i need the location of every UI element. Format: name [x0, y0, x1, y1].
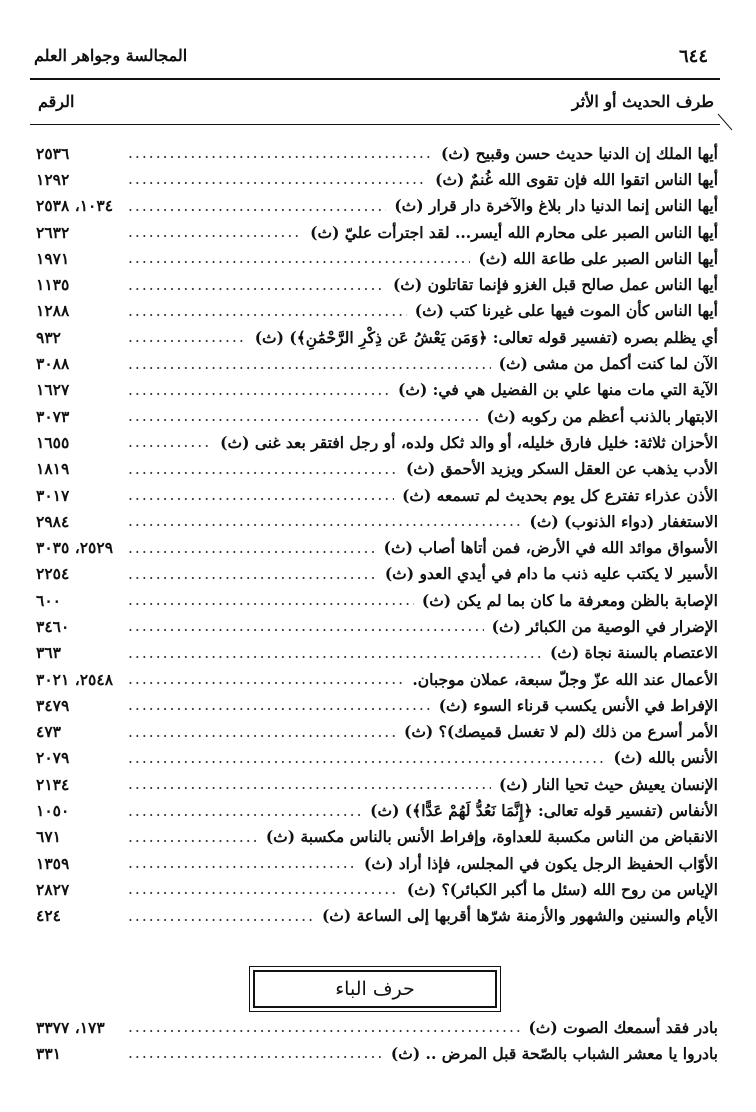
- entry-number: ٢٥٢٩، ٣٠٣٥: [36, 538, 114, 558]
- entry-number: ٢٨٢٧: [36, 879, 70, 899]
- entry-number: ٦٧١: [36, 827, 61, 847]
- entry-number: ٣٤٦٠: [36, 616, 70, 636]
- index-entry: [36, 719, 718, 745]
- running-head: [34, 44, 714, 72]
- book-title: المجالسة وجواهر العلم: [34, 46, 188, 65]
- entry-text: الأنس بالله (ث): [613, 748, 718, 768]
- corner-slash-mark: [716, 112, 736, 132]
- dot-leader: [128, 486, 394, 504]
- index-entry: [36, 271, 718, 297]
- entry-number: ١٣٥٩: [36, 853, 70, 873]
- entry-text: بادر فقد أسمعك الصوت (ث): [528, 1017, 718, 1037]
- entry-number: ٣٦٣: [36, 643, 61, 663]
- entry-number: ٣٤٧٩: [36, 695, 70, 715]
- entry-text: أيها الناس اتقوا الله فإن تقوى الله غُنمٌ (ث): [435, 169, 718, 189]
- entry-number: ٤٢٤: [36, 906, 61, 926]
- entry-number: ١٩٧١: [36, 248, 70, 268]
- entry-text: الأمر أسرع من ذلك (لم لا تغسل قميصك)؟ (ث): [404, 722, 718, 742]
- dot-leader: [128, 381, 390, 399]
- entry-number: ١٦٢٧: [36, 380, 70, 400]
- entry-number: ٩٣٢: [36, 327, 61, 347]
- entry-number: ٢٥٤٨، ٣٠٢١: [36, 669, 114, 689]
- entry-text: بادروا يا معشر الشباب بالصّحة قبل المرض .. (ث): [390, 1043, 718, 1063]
- dot-leader: [128, 223, 302, 241]
- index-entry: [36, 534, 718, 560]
- entry-text: أيها الناس كأن الموت فيها على غيرنا كتب (ث): [414, 301, 718, 321]
- entry-text: الإياس من روح الله (سئل ما أكبر الكبائر)؟ (ث): [406, 879, 718, 899]
- dot-leader: [128, 670, 404, 688]
- entry-text: الأوّاب الحفيظ الرجل يكون في المجلس، فإذا أراد (ث): [364, 853, 718, 873]
- entry-text: الأنفاس (تفسير قوله تعالى: ﴿إِنَّمَا نَعُدُّ لَهُمْ عَدًّا﴾) (ث): [370, 801, 718, 821]
- entry-text: الاعتصام بالسنة نجاة (ث): [549, 643, 718, 663]
- entry-number: ٢٢٥٤: [36, 564, 70, 584]
- dot-leader: [128, 355, 491, 373]
- entry-number: ١١٣٥: [36, 275, 70, 295]
- entry-number: ٢١٣٤: [36, 774, 70, 794]
- dot-leader: [128, 775, 491, 793]
- entry-number: ٢٠٧٩: [36, 748, 70, 768]
- entry-text: الأحزان ثلاثة: خليل فارق خليله، أو والد ثكل ولده، أو رجل افتقر بعد غنى (ث): [220, 432, 718, 452]
- dot-leader: [128, 328, 247, 346]
- entry-text: الإنسان يعيش حيث تحيا النار (ث): [499, 774, 718, 794]
- entry-number: ١٠٥٠: [36, 801, 70, 821]
- entry-number: ٤٧٣: [36, 722, 61, 742]
- index-entry: [36, 1014, 718, 1040]
- column-headings: [30, 92, 720, 122]
- baa-entries-list: [36, 1014, 718, 1067]
- entry-number: ١٨١٩: [36, 459, 70, 479]
- entry-number: ٢٥٣٦: [36, 143, 70, 163]
- entry-text: الأسير لا يكتب عليه ذنب ما دام في أيدي العدو (ث): [384, 564, 718, 584]
- dot-leader: [128, 197, 386, 215]
- index-entry: [36, 587, 718, 613]
- index-entry: [36, 482, 718, 508]
- dot-leader: [128, 591, 414, 609]
- dot-leader: [128, 723, 396, 741]
- dot-leader: [128, 407, 479, 425]
- dot-leader: [128, 1044, 383, 1062]
- entry-number: ١٦٥٥: [36, 432, 70, 452]
- index-entry: [36, 876, 718, 902]
- entry-text: الأسواق موائد الله في الأرض، فمن أتاها أصاب (ث): [383, 538, 718, 558]
- entry-text: الأعمال عند الله عزّ وجلّ سبعة، عملان موجبان.: [412, 669, 718, 689]
- index-entry: [36, 350, 718, 376]
- entry-text: أيها الناس إنما الدنيا دار بلاغ والآخرة دار قرار (ث): [394, 196, 718, 216]
- entry-number: ٣٠٨٨: [36, 354, 70, 374]
- dot-leader: [128, 802, 362, 820]
- index-entry: [36, 640, 718, 666]
- index-entry: [36, 771, 718, 797]
- index-entry: [36, 850, 718, 876]
- dot-leader: [128, 644, 542, 662]
- entry-text: أيها الناس الصبر على طاعة الله (ث): [478, 248, 718, 268]
- entry-text: الإصابة بالظن ومعرفة ما كان بما لم يكن (ث): [421, 590, 718, 610]
- index-entry: [36, 298, 718, 324]
- index-entry: [36, 429, 718, 455]
- dot-leader: [128, 512, 521, 530]
- entry-text: أيها الناس الصبر على محارم الله أيسر... لقد اجترأت عليّ (ث): [310, 222, 718, 242]
- dot-leader: [128, 302, 407, 320]
- index-entry: [36, 456, 718, 482]
- entry-text: الآن لما كنت أكمل من مشى (ث): [498, 354, 718, 374]
- entry-text: الابتهار بالذنب أعظم من ركوبه (ث): [486, 406, 718, 426]
- dot-leader: [128, 907, 314, 925]
- column-heading-number: الرقم: [38, 92, 75, 111]
- column-heading-rule: [30, 124, 720, 125]
- entry-number: ٦٠٠: [36, 590, 61, 610]
- index-entry: [36, 377, 718, 403]
- index-entry: [36, 666, 718, 692]
- entry-number: ١٢٨٨: [36, 301, 70, 321]
- dot-leader: [128, 696, 431, 714]
- index-entry: [36, 219, 718, 245]
- entry-number: ٣٠١٧: [36, 485, 70, 505]
- entry-number: ٣٠٧٣: [36, 406, 70, 426]
- entry-text: الانقباض من الناس مكسبة للعداوة، وإفراط الأنس بالناس مكسبة (ث): [265, 827, 718, 847]
- section-heading-box: [253, 970, 497, 1008]
- entry-text: الأذن عذراء تفترع كل يوم بحديث لم تسمعه (ث): [402, 485, 718, 505]
- dot-leader: [128, 565, 377, 583]
- dot-leader: [128, 880, 399, 898]
- index-entry: [36, 166, 718, 192]
- section-heading: حرف الباء: [335, 978, 415, 1000]
- entry-text: الإضرار في الوصية من الكبائر (ث): [491, 616, 718, 636]
- index-entry: [36, 561, 718, 587]
- entry-number: ٢٦٣٢: [36, 222, 70, 242]
- index-entry: [36, 324, 718, 350]
- entry-text: أيها الملك إن الدنيا حديث حسن وقبيح (ث): [441, 143, 718, 163]
- entry-number: ١٢٩٢: [36, 169, 70, 189]
- dot-leader: [128, 170, 427, 188]
- entries-list: [36, 140, 718, 929]
- index-entry: [36, 903, 718, 929]
- entry-number: ٢٩٨٤: [36, 511, 70, 531]
- entry-number: ١٧٣، ٣٣٧٧: [36, 1017, 105, 1037]
- index-entry: [36, 1040, 718, 1066]
- index-entry: [36, 508, 718, 534]
- index-entry: [36, 245, 718, 271]
- entry-number: ١٠٣٤، ٢٥٣٨: [36, 196, 114, 216]
- dot-leader: [128, 433, 212, 451]
- dot-leader: [128, 1018, 520, 1036]
- index-entry: [36, 824, 718, 850]
- index-entry: [36, 140, 718, 166]
- entry-text: الاستغفار (دواء الذنوب) (ث): [529, 511, 718, 531]
- dot-leader: [128, 249, 470, 267]
- index-entry: [36, 797, 718, 823]
- index-entry: [36, 403, 718, 429]
- index-entry: [36, 692, 718, 718]
- dot-leader: [128, 617, 484, 635]
- entry-text: أي يظلم بصره (تفسير قوله تعالى: ﴿وَمَن يَعْشُ عَن ذِكْرِ الرَّحْمَٰنِ﴾) (ث): [254, 327, 718, 347]
- dot-leader: [128, 539, 376, 557]
- entry-text: أيها الناس عمل صالح قبل الغزو فإنما تقاتلون (ث): [392, 275, 718, 295]
- header-rule: [30, 78, 720, 80]
- dot-leader: [128, 460, 398, 478]
- dot-leader: [128, 276, 385, 294]
- column-heading-entry: طرف الحديث أو الأثر: [571, 92, 714, 111]
- index-entry: [36, 193, 718, 219]
- dot-leader: [128, 144, 433, 162]
- index-entry: [36, 745, 718, 771]
- dot-leader: [128, 828, 258, 846]
- entry-text: الأيام والسنين والشهور والأزمنة شرّها أقربها إلى الساعة (ث): [321, 906, 718, 926]
- index-entry: [36, 613, 718, 639]
- entry-text: الآية التي مات منها علي بن الفضيل هي في: (ث): [398, 380, 718, 400]
- entry-text: الأدب يذهب عن العقل السكر ويزيد الأحمق (ث): [405, 459, 718, 479]
- dot-leader: [128, 854, 356, 872]
- page-number: ٦٤٤: [678, 46, 708, 67]
- entry-text: الإفراط في الأنس يكسب قرناء السوء (ث): [438, 695, 718, 715]
- dot-leader: [128, 749, 606, 767]
- entry-number: ٣٣١: [36, 1043, 61, 1063]
